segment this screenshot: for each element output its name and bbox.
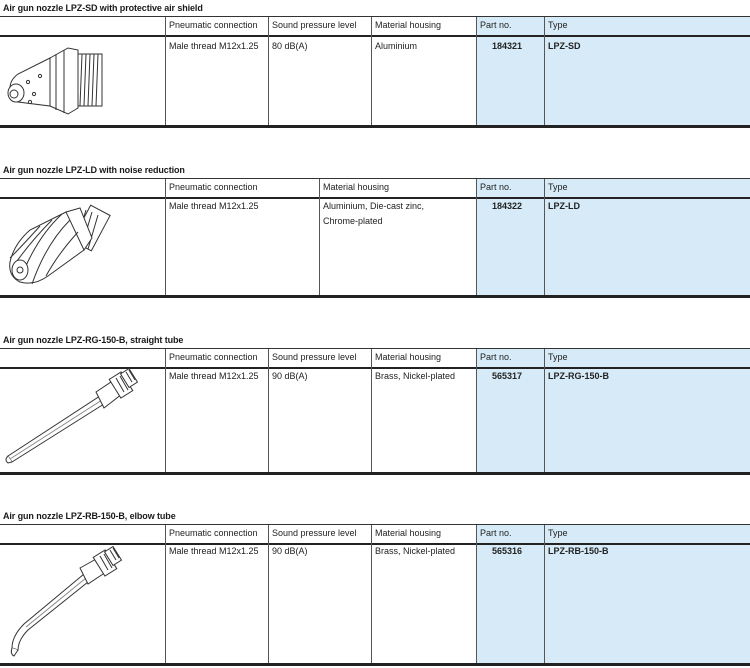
- product-section-lpz-rg: [0, 332, 750, 477]
- cell-material-line2: Chrome-plated: [323, 216, 383, 226]
- cell-sound: 90 dB(A): [272, 546, 308, 556]
- header-type: Type: [548, 182, 568, 192]
- product-section-lpz-rb: [0, 508, 750, 668]
- cell-type: LPZ-RG-150-B: [548, 371, 610, 381]
- section-bottom-rule: [0, 125, 750, 128]
- header-pneumatic-connection: Pneumatic connection: [169, 182, 258, 192]
- product-section-lpz-sd: [0, 0, 750, 130]
- nozzle-lpz-ld-image: [0, 198, 164, 294]
- cell-material: Brass, Nickel-plated: [375, 546, 456, 556]
- cell-type: LPZ-LD: [548, 201, 580, 211]
- cell-sound: 80 dB(A): [272, 41, 308, 51]
- column-divider: [544, 349, 545, 472]
- cell-connection: Male thread M12x1.25: [169, 546, 259, 556]
- column-divider: [165, 17, 166, 125]
- section-bottom-rule: [0, 663, 750, 666]
- header-sound-pressure: Sound pressure level: [272, 20, 357, 30]
- column-divider: [476, 179, 477, 295]
- header-pneumatic-connection: Pneumatic connection: [169, 352, 258, 362]
- section-bottom-rule: [0, 295, 750, 298]
- header-type: Type: [548, 528, 568, 538]
- highlight-part-type: [476, 17, 750, 125]
- header-material-housing: Material housing: [375, 528, 442, 538]
- section-title: Air gun nozzle LPZ-LD with noise reduction: [3, 165, 185, 175]
- header-part-no: Part no.: [480, 20, 512, 30]
- header-part-no: Part no.: [480, 182, 512, 192]
- header-pneumatic-connection: Pneumatic connection: [169, 20, 258, 30]
- nozzle-lpz-rb-image: [0, 544, 164, 662]
- column-divider: [371, 349, 372, 472]
- column-divider: [268, 17, 269, 125]
- column-divider: [476, 17, 477, 125]
- column-divider: [268, 349, 269, 472]
- section-bottom-rule: [0, 472, 750, 475]
- cell-connection: Male thread M12x1.25: [169, 41, 259, 51]
- column-divider: [165, 179, 166, 295]
- column-divider: [544, 179, 545, 295]
- column-divider: [371, 17, 372, 125]
- cell-part-no: 565317: [491, 371, 522, 381]
- cell-material: Aluminium: [375, 41, 418, 51]
- header-part-no: Part no.: [480, 528, 512, 538]
- section-title: Air gun nozzle LPZ-RB-150-B, elbow tube: [3, 511, 176, 521]
- section-title: Air gun nozzle LPZ-SD with protective air shield: [3, 3, 203, 13]
- header-material-housing: Material housing: [323, 182, 390, 192]
- nozzle-lpz-sd-image: [0, 36, 164, 124]
- section-title: Air gun nozzle LPZ-RG-150-B, straight tube: [3, 335, 184, 345]
- cell-material-line1: Aluminium, Die-cast zinc,: [323, 201, 425, 211]
- cell-material: Brass, Nickel-plated: [375, 371, 456, 381]
- cell-connection: Male thread M12x1.25: [169, 371, 259, 381]
- product-section-lpz-ld: [0, 162, 750, 300]
- header-material-housing: Material housing: [375, 20, 442, 30]
- column-divider: [544, 17, 545, 125]
- cell-part-no: 565316: [491, 546, 522, 556]
- column-divider: [319, 179, 320, 295]
- column-divider: [165, 349, 166, 472]
- cell-part-no: 184322: [491, 201, 522, 211]
- cell-connection: Male thread M12x1.25: [169, 201, 259, 211]
- header-part-no: Part no.: [480, 352, 512, 362]
- header-material-housing: Material housing: [375, 352, 442, 362]
- header-type: Type: [548, 352, 568, 362]
- header-sound-pressure: Sound pressure level: [272, 528, 357, 538]
- nozzle-lpz-rg-image: [0, 368, 164, 472]
- cell-type: LPZ-SD: [548, 41, 581, 51]
- cell-type: LPZ-RB-150-B: [548, 546, 609, 556]
- header-pneumatic-connection: Pneumatic connection: [169, 528, 258, 538]
- header-type: Type: [548, 20, 568, 30]
- column-divider: [476, 349, 477, 472]
- header-sound-pressure: Sound pressure level: [272, 352, 357, 362]
- cell-part-no: 184321: [491, 41, 522, 51]
- cell-sound: 90 dB(A): [272, 371, 308, 381]
